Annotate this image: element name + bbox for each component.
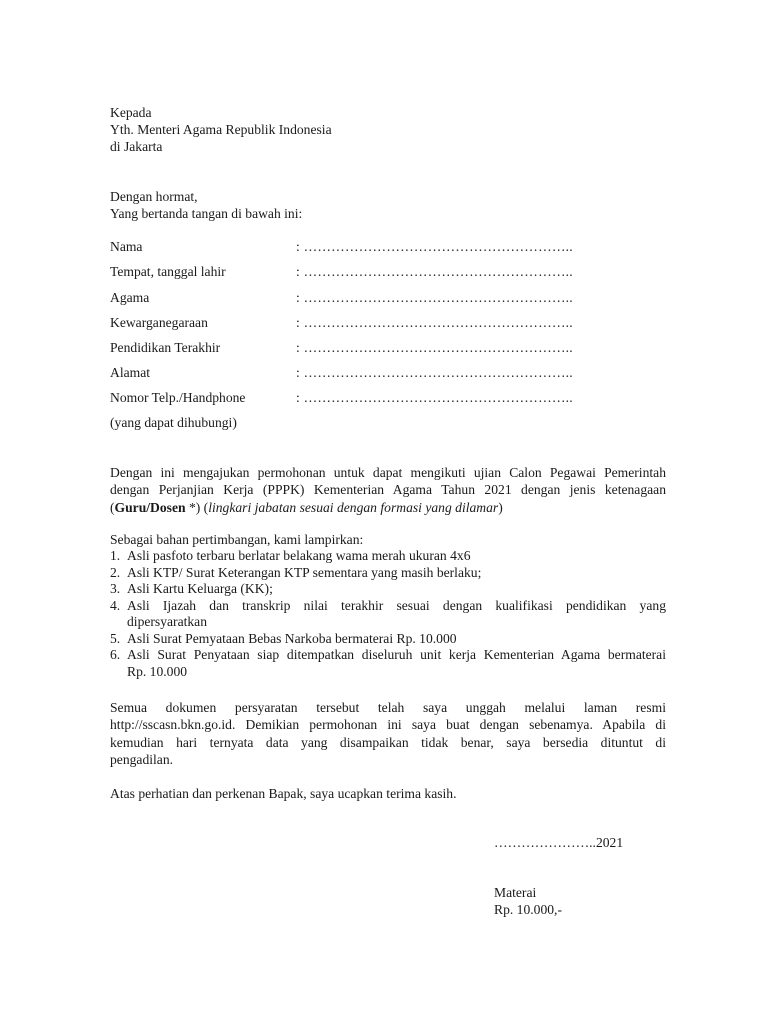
attachments-list xyxy=(110,548,666,680)
field-label-pendidikan-terakhir: Pendidikan Terakhir xyxy=(110,340,221,355)
application-line-1: Dengan ini mengajukan permohonan untuk dapat mengikuti ujian Calon Pegawai Pemerintah xyxy=(110,465,666,480)
field-value-kewarganegaraan: : ………………………………………………….. xyxy=(296,315,573,330)
attachment-number: 5. xyxy=(110,630,121,646)
attachment-number: 4. xyxy=(110,597,121,613)
statement-line-3: kemudian hari ternyata data yang disampaikan tidak benar, saya bersedia dituntut di xyxy=(110,734,666,750)
materai-value: Rp. 10.000,- xyxy=(494,902,562,917)
position-instruction: lingkari jabatan sesuai dengan formasi yang dilamar xyxy=(208,499,499,515)
field-value-alamat: : ………………………………………………….. xyxy=(296,365,573,380)
attachment-text-continued: dipersyaratkan xyxy=(127,614,208,629)
materai-label: Materai xyxy=(494,885,537,900)
statement-line-1: Semua dokumen persyaratan tersebut telah saya unggah melalui laman resmi xyxy=(110,700,666,715)
attachment-item xyxy=(110,581,666,598)
paren-open: ( xyxy=(110,499,115,515)
greeting-line-1: Dengan hormat, xyxy=(110,189,198,204)
statement-paragraph xyxy=(110,699,666,768)
statement-line-2: http://sscasn.bkn.go.id. Demikian permohonan ini saya buat dengan sebenamya. Apabila di xyxy=(110,717,666,733)
field-value-nomor-telp: : ………………………………………………….. xyxy=(296,390,573,405)
attachments-intro: Sebagai bahan pertimbangan, kami lampirkan: xyxy=(110,532,364,547)
attachment-text: Asli Kartu Keluarga (KK); xyxy=(127,581,273,596)
field-label-tempat-tanggal-lahir: Tempat, tanggal lahir xyxy=(110,264,226,279)
attachment-item xyxy=(110,565,666,582)
field-label-alamat: Alamat xyxy=(110,365,151,380)
attachment-number: 1. xyxy=(110,548,121,563)
position-bold: Guru/Dosen xyxy=(114,499,186,515)
recipient-line-2: Yth. Menteri Agama Republik Indonesia xyxy=(110,122,332,137)
signature-date: …………………..2021 xyxy=(494,835,624,850)
attachment-text: Asli Surat Pemyataan Bebas Narkoba bermaterai Rp. 10.000 xyxy=(127,630,457,646)
attachment-number: 6. xyxy=(110,647,121,662)
field-label-kewarganegaraan: Kewarganegaraan xyxy=(110,315,208,330)
attachment-number: 3. xyxy=(110,581,121,596)
attachment-item xyxy=(110,598,666,631)
application-line-3 xyxy=(110,499,666,516)
field-label-agama: Agama xyxy=(110,290,150,305)
closing-line: Atas perhatian dan perkenan Bapak, saya ucapkan terima kasih. xyxy=(110,786,457,801)
attachment-text: Asli Surat Penyataan siap ditempatkan diseluruh unit kerja Kementerian Agama bermaterai xyxy=(127,647,666,662)
field-label-nama: Nama xyxy=(110,239,143,254)
application-line-2: dengan Perjanjian Kerja (PPPK) Kementerian Agama Tahun 2021 dengan jenis ketenagaan xyxy=(110,482,666,498)
greeting-line-2: Yang bertanda tangan di bawah ini: xyxy=(110,206,303,221)
attachment-text: Asli Ijazah dan transkrip nilai terakhir sesuai dengan kualifikasi pendidikan yang xyxy=(127,597,666,613)
attachment-item xyxy=(110,548,666,565)
position-asterisk: *) ( xyxy=(185,499,209,515)
attachment-item xyxy=(110,647,666,680)
application-paragraph xyxy=(110,464,666,516)
attachment-text: Asli pasfoto terbaru berlatar belakang wama merah ukuran 4x6 xyxy=(127,548,471,563)
attachment-number: 2. xyxy=(110,564,121,580)
attachment-text: Asli KTP/ Surat Keterangan KTP sementara yang masih berlaku; xyxy=(127,564,482,580)
recipient-line-1: Kepada xyxy=(110,105,152,120)
attachment-text-continued: Rp. 10.000 xyxy=(127,663,188,679)
field-value-pendidikan-terakhir: : ………………………………………………….. xyxy=(296,340,573,355)
field-value-agama: : ………………………………………………….. xyxy=(296,290,573,305)
recipient-line-3: di Jakarta xyxy=(110,139,163,154)
field-value-nama: : ………………………………………………….. xyxy=(296,239,573,254)
contact-note: (yang dapat dihubungi) xyxy=(110,415,237,430)
field-label-nomor-telp: Nomor Telp./Handphone xyxy=(110,390,246,405)
paren-close: ) xyxy=(498,499,503,515)
attachment-item xyxy=(110,631,666,648)
statement-line-4: pengadilan. xyxy=(110,751,174,767)
field-value-tempat-tanggal-lahir: : ………………………………………………….. xyxy=(296,264,573,279)
